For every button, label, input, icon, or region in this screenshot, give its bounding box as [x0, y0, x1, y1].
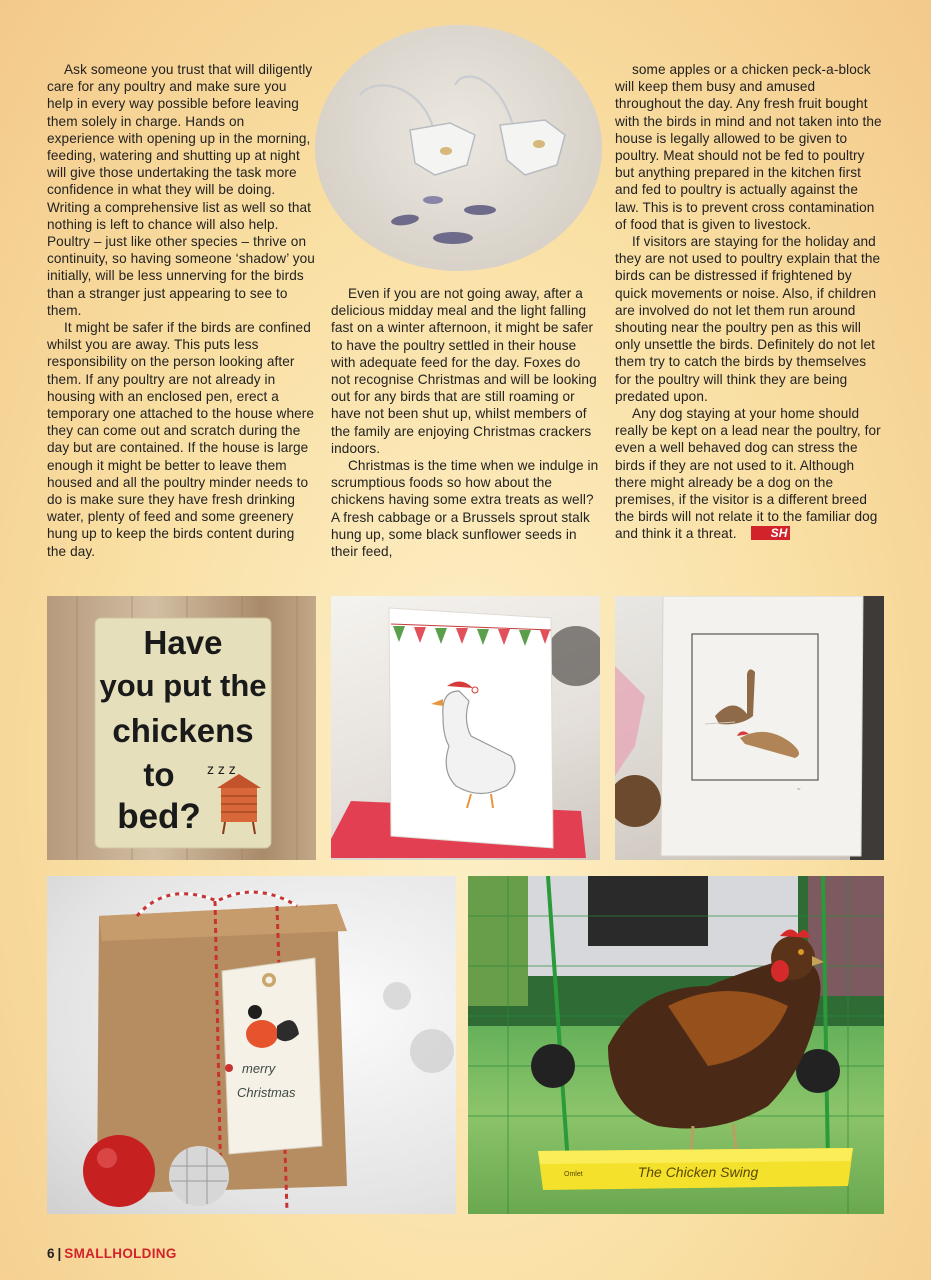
swing-label: The Chicken Swing — [637, 1164, 759, 1180]
paragraph — [615, 405, 885, 543]
paragraph: Ask someone you trust that will diligently care for any poultry and make sure you help in every way possible before leaving them solely in charge. Hands on experience with opening up in the morning, feeding, watering and shutting up at night will give those undertaking the task more confidence in what they will be doing. Writing a comprehensive list as well so that nothing is left to chance will also help. Poultry – just like other species – thrive on continuity, so having someone ‘shadow’ you initially, will be less unnerving for the birds than a stranger just appearing to see to them. — [47, 62, 315, 318]
hen-swing-photo — [468, 876, 884, 1214]
sign-line: to — [143, 756, 175, 793]
goose-card-photo — [331, 596, 600, 860]
sign-zzz: z z z — [207, 761, 236, 777]
page-footer — [47, 1246, 177, 1261]
paragraph: Even if you are not going away, after a delicious midday meal and the light falling fast on a winter afternoon, it might be safer to have the poultry settled in their house with adequate feed for the day. Foxes do not recognise Christmas and will be looking out for any birds that are still roaming or have not been shut up, whilst members of the family are enjoying Christmas crackers indoors. — [331, 286, 597, 456]
tag-text: Christmas — [237, 1085, 296, 1100]
paragraph: some apples or a chicken peck-a-block will keep them busy and amused throughout the day. Any fresh fruit bought with the birds in mind and not taken into the house is legally allowed to be given to poultry. Meat should not be fed to poultry but anything prepared in the kitchen first and fed to poultry is actually against the law. This is to prevent cross contamination of food that is given to livestock. — [615, 62, 882, 232]
article-column-1 — [47, 61, 315, 560]
end-mark-badge: SH — [751, 526, 791, 540]
article-column-2 — [331, 285, 603, 560]
paragraph: Christmas is the time when we indulge in scrumptious foods so how about the chickens having some extra treats as well? A fresh cabbage or a Brussels sprout stalk hung up, some black sunflower seeds in their feed, — [331, 458, 599, 560]
swing-brand: Omlet — [564, 1171, 583, 1178]
paragraph: It might be safer if the birds are confined whilst you are away. This puts less responsibility on the person looking after them. If any poultry are not already in housing with an enclosed pen, erect a temporary one attached to the house where they can come out and scratch during the day but are contained. If the house is large enough it might be better to leave them housed and all the poultry minder needs to do is make sure they have fresh drinking water, plenty of feed and some greenery hung up to keep the birds content during the day. — [47, 320, 315, 559]
paragraph-text: Any dog staying at your home should really be kept on a lead near the poultry, for even a well behaved dog can stress the birds if they are not used to it. Although there might already be a dog on the premises, if the visitor is a different breed the birds will not relate it to the familiar dog and think it a threat. — [615, 406, 881, 542]
page-number: 6 — [47, 1246, 55, 1261]
signature: ~ — [797, 787, 801, 793]
article-column-3 — [615, 61, 885, 543]
sign-line: you put the — [99, 668, 267, 703]
magazine-name: SMALLHOLDING — [64, 1246, 177, 1261]
sign-line: Have — [143, 624, 223, 661]
sign-line: bed? — [117, 797, 201, 836]
gift-box-photo — [47, 876, 456, 1214]
ducks-card-photo — [615, 596, 884, 860]
footer-separator: | — [57, 1246, 62, 1261]
sign-photo — [47, 596, 316, 860]
sign-line: chickens — [112, 712, 254, 749]
tag-text: merry — [242, 1061, 276, 1076]
paragraph: If visitors are staying for the holiday and they are not used to poultry explain that the birds can be distressed if frightened by quick movements or noise. Also, if children are involved do not let them run around shouting near the poultry pen as this will only unsettle the birds. Definitely do not let them try to catch the birds by themselves for the poultry will think they are being predated upon. — [615, 234, 881, 404]
earrings-photo — [315, 25, 602, 271]
